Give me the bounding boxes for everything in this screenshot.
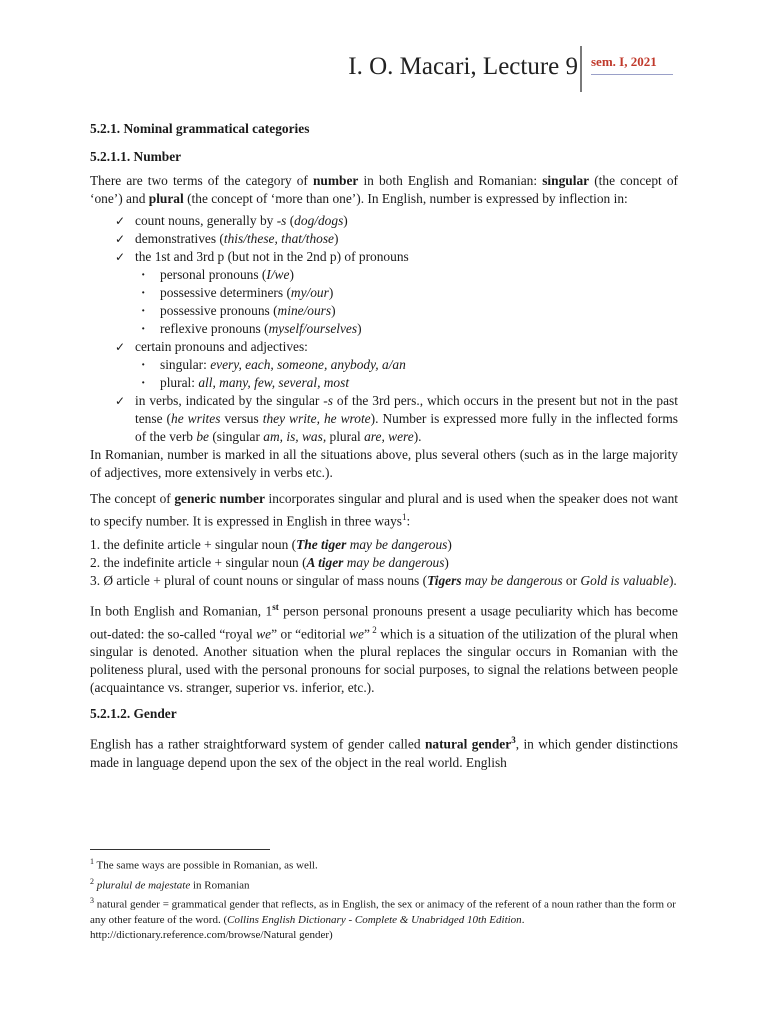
lecture-title: I. O. Macari, Lecture 9 xyxy=(348,53,578,80)
footnote-3: $^3$ natural gender = grammatical gender that reflects, as in English, the sex or animacy of the referent of a noun rather than the form or any other feature of the word. (Collins English Dictionary - Complete & Unabridged 10th Edition. http://dictionary.reference.com/browse/Natural gender) xyxy=(90,896,676,941)
inflection-list xyxy=(90,212,678,446)
adjective-sublist xyxy=(135,356,678,392)
footnote-separator xyxy=(90,849,270,850)
footnote-2: $^2$ pluralul de majestate in Romanian xyxy=(90,876,250,892)
list-item: ✓ the 1st and 3rd p (but not in the 2nd p) of pronouns · personal pronouns (I/we) · possessive determiners (my/our) · possessive pronouns (mine/ours) · reflexive pronouns (myself/ourselves) xyxy=(90,248,678,338)
paragraph-gender: English has a rather straightforward system of gender called natural gender$^3$, in which gender distinctions made in language depend upon the sex of the object in the real world. English xyxy=(90,735,679,770)
document-body xyxy=(90,120,678,772)
paragraph-number-intro: There are two terms of the category of number in both English and Romanian: singular (the concept of ‘one’) and plural (the concept of ‘more than one’). In English, number is expressed by inflection in: xyxy=(90,173,679,206)
sublist-item: · possessive determiners (my/our) xyxy=(135,284,678,302)
generic-number-ways xyxy=(90,536,678,590)
header-divider xyxy=(580,46,582,92)
sublist-item: · reflexive pronouns (myself/ourselves) xyxy=(135,320,678,338)
list-item: ✓ certain pronouns and adjectives: · singular: every, each, someone, anybody, a/an · plural: all, many, few, several, most xyxy=(90,338,678,392)
sublist-item: · singular: every, each, someone, anybody, a/an xyxy=(135,356,678,374)
sublist-item: · personal pronouns (I/we) xyxy=(135,266,678,284)
list-item: ✓ in verbs, indicated by the singular -s of the 3rd pers., which occurs in the present but not in the past tense (he writes versus they write, he wrote). Number is expressed more fully in the inflected forms of the verb be (singular am, is, was, plural are, were). xyxy=(90,392,678,446)
pronoun-sublist xyxy=(135,266,678,338)
way-item: 1. the definite article + singular noun (The tiger may be dangerous) xyxy=(90,537,452,553)
way-item: 3. Ø article + plural of count nouns or singular of mass nouns (Tigers may be dangerous or Gold is valuable). xyxy=(90,573,677,589)
paragraph-romanian-number: In Romanian, number is marked in all the situations above, plus several others (such as in the large majority of adjectives, more extensively in verbs etc.). xyxy=(90,447,678,480)
list-item: ✓ demonstratives (this/these, that/those) xyxy=(90,230,678,248)
semester-label: sem. I, 2021 xyxy=(591,54,657,69)
footnotes xyxy=(90,854,680,943)
gender-heading: 5.2.1.2. Gender xyxy=(90,706,177,722)
sublist-item: · plural: all, many, few, several, most xyxy=(135,374,678,392)
sublist-item: · possessive pronouns (mine/ours) xyxy=(135,302,678,320)
number-heading: 5.2.1.1. Number xyxy=(90,149,182,164)
semester-underline xyxy=(591,74,673,75)
way-item: 2. the indefinite article + singular noun (A tiger may be dangerous) xyxy=(90,555,449,571)
footnote-1: $^1$ The same ways are possible in Romanian, as well. xyxy=(90,857,318,872)
section-heading: 5.2.1. Nominal grammatical categories xyxy=(90,121,310,136)
paragraph-royal-we: In both English and Romanian, 1st person personal pronouns present a usage peculiarity which has become out-dated: the so-called “royal we” or “editorial we” $^2$ which is a situation of the utilization of the plural when singular is denoted. Another situation when the plural replaces the singular occurs in Romanian with the politeness plural, used with the personal pronouns for social purposes, to signal the relations between people (acquaintance vs. stranger, superior vs. inferior, etc.). xyxy=(90,602,679,696)
list-item: ✓ count nouns, generally by -s (dog/dogs) xyxy=(90,212,678,230)
paragraph-generic-number: The concept of generic number incorporates singular and plural and is used when the speaker does not want to specify number. It is expressed in English in three ways$^1$: xyxy=(90,491,678,529)
